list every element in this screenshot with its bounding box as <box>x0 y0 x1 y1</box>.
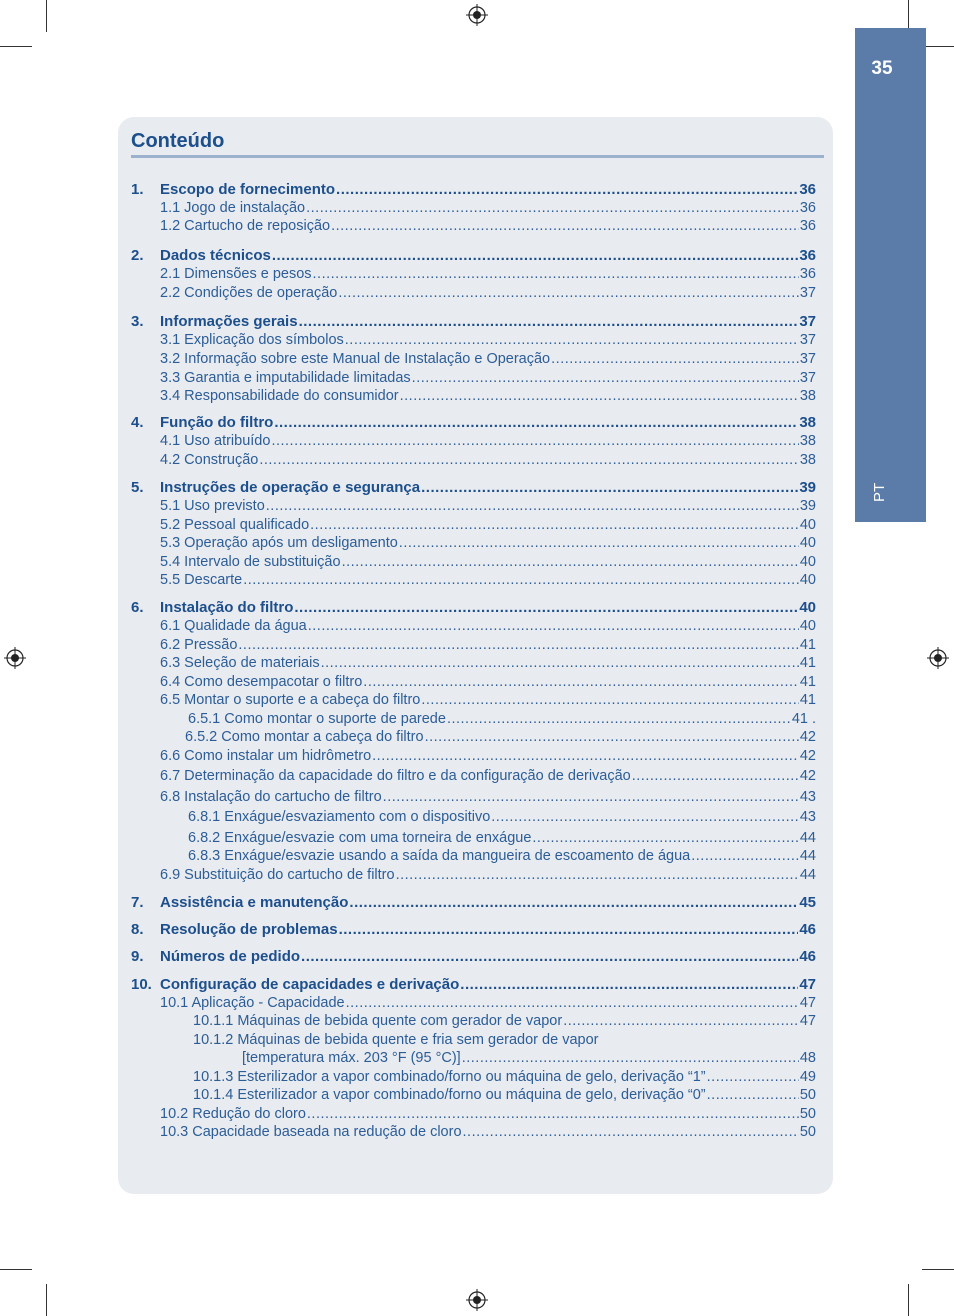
toc-entry-page: 41 . <box>791 711 816 727</box>
toc-entry-page: 40 <box>799 554 816 570</box>
toc-entry[interactable] <box>160 768 816 784</box>
toc-entry-page: 45 <box>799 894 816 911</box>
toc-entry[interactable] <box>160 517 816 533</box>
toc-entry-title: 10.1 Aplicação - Capacidade <box>160 995 345 1011</box>
toc-entry-page: 44 <box>799 830 816 846</box>
toc-entry-title: 6.2 Pressão <box>160 637 238 653</box>
toc-entry[interactable] <box>160 637 816 653</box>
toc-entry-title: [temperatura máx. 203 °F (95 °C)] <box>242 1050 461 1066</box>
language-tab <box>855 28 926 522</box>
toc-entry-title: 6.8.3 Enxágue/esvazie usando a saída da mangueira de escoamento de água <box>188 848 691 864</box>
toc-entry[interactable] <box>160 332 816 348</box>
toc-entry-page: 38 <box>799 452 816 468</box>
toc-entry-title: 4.2 Construção <box>160 452 259 468</box>
toc-entry[interactable] <box>160 748 816 764</box>
crop-mark <box>908 1284 909 1316</box>
toc-entry[interactable] <box>193 1013 816 1029</box>
toc-dot-leader <box>238 637 798 653</box>
toc-entry-number: 7. <box>131 894 144 911</box>
page-number: 35 <box>871 58 893 79</box>
toc-entry-title: 5.4 Intervalo de substituição <box>160 554 341 570</box>
toc-dot-leader <box>331 218 799 234</box>
crop-mark <box>46 1284 47 1316</box>
toc-dot-leader <box>372 748 799 764</box>
toc-dot-leader <box>310 517 799 533</box>
toc-dot-leader <box>707 1069 799 1085</box>
toc-entry[interactable] <box>160 995 816 1011</box>
toc-entry-title: 3.4 Responsabilidade do consumidor <box>160 388 399 404</box>
toc-entry[interactable] <box>131 976 816 993</box>
toc-entry[interactable] <box>131 921 816 938</box>
toc-entry[interactable] <box>131 247 816 264</box>
toc-entry[interactable] <box>160 867 816 883</box>
toc-entry-title: 6.8 Instalação do cartucho de filtro <box>160 789 382 805</box>
toc-dot-leader <box>271 433 798 449</box>
toc-dot-leader <box>532 830 798 846</box>
toc-entry-title: 5.1 Uso previsto <box>160 498 265 514</box>
toc-entry-page: 38 <box>799 433 816 449</box>
toc-entry-page: 41 <box>799 655 816 671</box>
toc-entry[interactable] <box>160 1106 816 1122</box>
toc-dot-leader <box>321 655 799 671</box>
toc-dot-leader <box>266 498 799 514</box>
toc-entry[interactable] <box>160 388 816 404</box>
page-title: Conteúdo <box>131 130 225 152</box>
toc-entry-page: 47 <box>799 1013 816 1029</box>
toc-entry-page: 36 <box>799 200 816 216</box>
toc-dot-leader <box>313 266 799 282</box>
toc-entry-title: 3.2 Informação sobre este Manual de Instalação e Operação <box>160 351 551 367</box>
toc-entry-page: 42 <box>799 768 816 784</box>
toc-entry-title: 1.2 Cartucho de reposição <box>160 218 331 234</box>
toc-entry[interactable] <box>160 218 816 234</box>
toc-entry-title: Assistência e manutenção <box>160 894 349 911</box>
toc-entry-title: 2.1 Dimensões e pesos <box>160 266 312 282</box>
toc-entry-number: 5. <box>131 479 144 496</box>
toc-entry-page: 49 <box>799 1069 816 1085</box>
toc-dot-leader <box>421 692 799 708</box>
toc-entry[interactable] <box>160 266 816 282</box>
toc-entry-title: Função do filtro <box>160 414 274 431</box>
toc-entry-title: 5.5 Descarte <box>160 572 243 588</box>
toc-dot-leader <box>400 388 799 404</box>
toc-entry-title: Escopo de fornecimento <box>160 181 336 198</box>
toc-entry-page: 43 <box>799 789 816 805</box>
toc-entry-title: Dados técnicos <box>160 247 271 264</box>
toc-entry-page: 38 <box>799 388 816 404</box>
toc-entry[interactable] <box>131 599 816 616</box>
toc-entry-title: 6.6 Como instalar um hidrômetro <box>160 748 372 764</box>
crop-mark <box>46 0 47 32</box>
toc-entry[interactable] <box>160 572 816 588</box>
toc-entry[interactable] <box>160 692 816 708</box>
toc-dot-leader <box>396 867 799 883</box>
toc-entry-number: 9. <box>131 948 144 965</box>
toc-entry-title: 6.1 Qualidade da água <box>160 618 307 634</box>
toc-entry-page: 50 <box>799 1106 816 1122</box>
toc-entry-page: 41 <box>799 692 816 708</box>
toc-entry-page: 38 <box>799 414 816 431</box>
toc-dot-leader <box>243 572 799 588</box>
toc-dot-leader <box>346 995 799 1011</box>
toc-entry[interactable] <box>185 729 816 745</box>
toc-dot-leader <box>707 1087 799 1103</box>
toc-entry[interactable] <box>188 809 816 825</box>
toc-entry-title: Configuração de capacidades e derivação <box>160 976 460 993</box>
toc-entry-title: 10.1.4 Esterilizador a vapor combinado/forno ou máquina de gelo, derivação “0” <box>193 1087 706 1103</box>
toc-panel <box>118 117 833 1194</box>
toc-dot-leader <box>412 370 799 386</box>
toc-entry[interactable] <box>160 674 816 690</box>
toc-entry-page: 36 <box>799 181 816 198</box>
toc-entry-page: 37 <box>799 370 816 386</box>
toc-entry-number: 1. <box>131 181 144 198</box>
toc-dot-leader <box>349 894 798 911</box>
toc-entry-page: 46 <box>799 948 816 965</box>
crop-mark <box>0 46 32 47</box>
toc-entry[interactable] <box>188 711 816 727</box>
toc-dot-leader <box>338 285 799 301</box>
crop-mark <box>0 1269 32 1270</box>
toc-entry-page: 39 <box>799 498 816 514</box>
toc-dot-leader <box>336 181 798 198</box>
toc-entry[interactable] <box>160 618 816 634</box>
toc-entry-page: 50 <box>799 1124 816 1140</box>
toc-dot-leader <box>632 768 799 784</box>
toc-entry-title: 10.2 Redução do cloro <box>160 1106 306 1122</box>
registration-mark-icon <box>927 647 949 669</box>
toc-entry-page: 39 <box>799 479 816 496</box>
toc-entry[interactable] <box>160 535 816 551</box>
toc-entry-title: 10.1.3 Esterilizador a vapor combinado/forno ou máquina de gelo, derivação “1” <box>193 1069 706 1085</box>
toc-entry-title: 6.9 Substituição do cartucho de filtro <box>160 867 395 883</box>
toc-entry-page: 36 <box>799 218 816 234</box>
toc-entry-page: 40 <box>799 572 816 588</box>
toc-entry[interactable] <box>160 285 816 301</box>
toc-dot-leader <box>274 414 798 431</box>
toc-entry-title: Resolução de problemas <box>160 921 338 938</box>
toc-dot-leader <box>421 479 798 496</box>
toc-dot-leader <box>299 313 799 330</box>
toc-entry-title: 6.8.2 Enxágue/esvazie com uma torneira de enxágue <box>188 830 532 846</box>
toc-entry[interactable] <box>160 655 816 671</box>
toc-entry-page: 40 <box>799 618 816 634</box>
toc-entry-title: 10.1.1 Máquinas de bebida quente com gerador de vapor <box>193 1013 563 1029</box>
toc-entry[interactable] <box>131 479 816 496</box>
toc-entry-page: 40 <box>799 517 816 533</box>
toc-dot-leader <box>460 976 798 993</box>
language-label: PT <box>871 482 888 502</box>
toc-entry[interactable] <box>188 830 816 846</box>
toc-dot-leader <box>301 948 798 965</box>
toc-entry-page: 47 <box>799 976 816 993</box>
toc-entry[interactable] <box>131 181 816 198</box>
toc-entry-page: 46 <box>799 921 816 938</box>
toc-entry[interactable] <box>131 894 816 911</box>
crop-mark <box>922 46 954 47</box>
toc-entry-title: 6.5 Montar o suporte e a cabeça do filtro <box>160 692 421 708</box>
toc-dot-leader <box>383 789 799 805</box>
toc-entry-page: 50 <box>799 1087 816 1103</box>
toc-entry-title: Instruções de operação e segurança <box>160 479 421 496</box>
toc-entry[interactable] <box>193 1032 816 1048</box>
toc-entry[interactable] <box>160 1124 816 1140</box>
toc-entry-title: 3.1 Explicação dos símbolos <box>160 332 344 348</box>
toc-entry-number: 3. <box>131 313 144 330</box>
toc-entry-number: 10. <box>131 976 152 993</box>
toc-dot-leader <box>342 554 799 570</box>
toc-entry[interactable] <box>160 433 816 449</box>
toc-dot-leader <box>272 247 798 264</box>
toc-dot-leader <box>447 711 791 727</box>
toc-entry-title: 6.4 Como desempacotar o filtro <box>160 674 363 690</box>
toc-entry[interactable] <box>160 200 816 216</box>
toc-dot-leader <box>399 535 799 551</box>
toc-entry-title: Números de pedido <box>160 948 301 965</box>
toc-dot-leader <box>563 1013 799 1029</box>
toc-entry[interactable] <box>242 1050 816 1066</box>
toc-dot-leader <box>462 1050 799 1066</box>
toc-entry-title: Informações gerais <box>160 313 298 330</box>
toc-entry-title: 6.5.2 Como montar a cabeça do filtro <box>185 729 424 745</box>
toc-dot-leader <box>691 848 799 864</box>
toc-entry-page: 41 <box>799 637 816 653</box>
toc-entry[interactable] <box>131 414 816 431</box>
registration-mark-icon <box>4 647 26 669</box>
registration-mark-icon <box>466 4 488 26</box>
toc-entry[interactable] <box>160 554 816 570</box>
toc-entry[interactable] <box>160 351 816 367</box>
toc-dot-leader <box>551 351 799 367</box>
toc-dot-leader <box>491 809 799 825</box>
toc-entry-number: 6. <box>131 599 144 616</box>
toc-entry-title: 10.1.2 Máquinas de bebida quente e fria sem gerador de vapor <box>193 1032 599 1048</box>
registration-mark-icon <box>466 1289 488 1311</box>
toc-dot-leader <box>363 674 799 690</box>
toc-entry-page: 44 <box>799 848 816 864</box>
toc-entry-page: 42 <box>799 748 816 764</box>
toc-entry[interactable] <box>131 948 816 965</box>
toc-entry[interactable] <box>193 1087 816 1103</box>
toc-entry-page: 41 <box>799 674 816 690</box>
title-divider <box>131 155 824 158</box>
toc-entry-page: 36 <box>799 247 816 264</box>
toc-entry-page: 37 <box>799 332 816 348</box>
toc-entry-title: 10.3 Capacidade baseada na redução de cloro <box>160 1124 462 1140</box>
toc-entry-page: 48 <box>799 1050 816 1066</box>
toc-dot-leader <box>259 452 799 468</box>
toc-entry-page: 42 <box>799 729 816 745</box>
toc-entry-page: 47 <box>799 995 816 1011</box>
toc-entry[interactable] <box>160 370 816 386</box>
toc-entry-page: 43 <box>799 809 816 825</box>
toc-entry[interactable] <box>193 1069 816 1085</box>
toc-entry-title: 3.3 Garantia e imputabilidade limitadas <box>160 370 411 386</box>
toc-entry-number: 4. <box>131 414 144 431</box>
toc-entry-page: 40 <box>799 599 816 616</box>
toc-entry-title: 5.3 Operação após um desligamento <box>160 535 398 551</box>
toc-entry-title: 6.5.1 Como montar o suporte de parede <box>188 711 446 727</box>
toc-dot-leader <box>425 729 799 745</box>
toc-entry-number: 2. <box>131 247 144 264</box>
toc-entry-page: 37 <box>799 313 816 330</box>
toc-entry[interactable] <box>160 789 816 805</box>
crop-mark <box>922 1269 954 1270</box>
toc-entry-page: 44 <box>799 867 816 883</box>
toc-entry[interactable] <box>188 848 816 864</box>
toc-entry-title: 6.7 Determinação da capacidade do filtro e da configuração de derivação <box>160 768 631 784</box>
toc-entry-title: 6.8.1 Enxágue/esvaziamento com o dispositivo <box>188 809 491 825</box>
toc-entry-title: 5.2 Pessoal qualificado <box>160 517 310 533</box>
toc-dot-leader <box>308 618 799 634</box>
toc-entry-title: 6.3 Seleção de materiais <box>160 655 320 671</box>
toc-entry[interactable] <box>160 452 816 468</box>
toc-entry-title: Instalação do filtro <box>160 599 294 616</box>
toc-dot-leader <box>339 921 799 938</box>
toc-dot-leader <box>463 1124 799 1140</box>
toc-entry-page: 37 <box>799 285 816 301</box>
toc-entry-page: 40 <box>799 535 816 551</box>
toc-dot-leader <box>345 332 799 348</box>
toc-entry[interactable] <box>160 498 816 514</box>
toc-entry-title: 1.1 Jogo de instalação <box>160 200 306 216</box>
toc-entry-title: 2.2 Condições de operação <box>160 285 338 301</box>
toc-dot-leader <box>307 1106 799 1122</box>
toc-entry-number: 8. <box>131 921 144 938</box>
toc-entry-page: 37 <box>799 351 816 367</box>
toc-entry-page: 36 <box>799 266 816 282</box>
toc-dot-leader <box>306 200 799 216</box>
toc-dot-leader <box>294 599 798 616</box>
toc-entry-title: 4.1 Uso atribuído <box>160 433 271 449</box>
toc-entry[interactable] <box>131 313 816 330</box>
